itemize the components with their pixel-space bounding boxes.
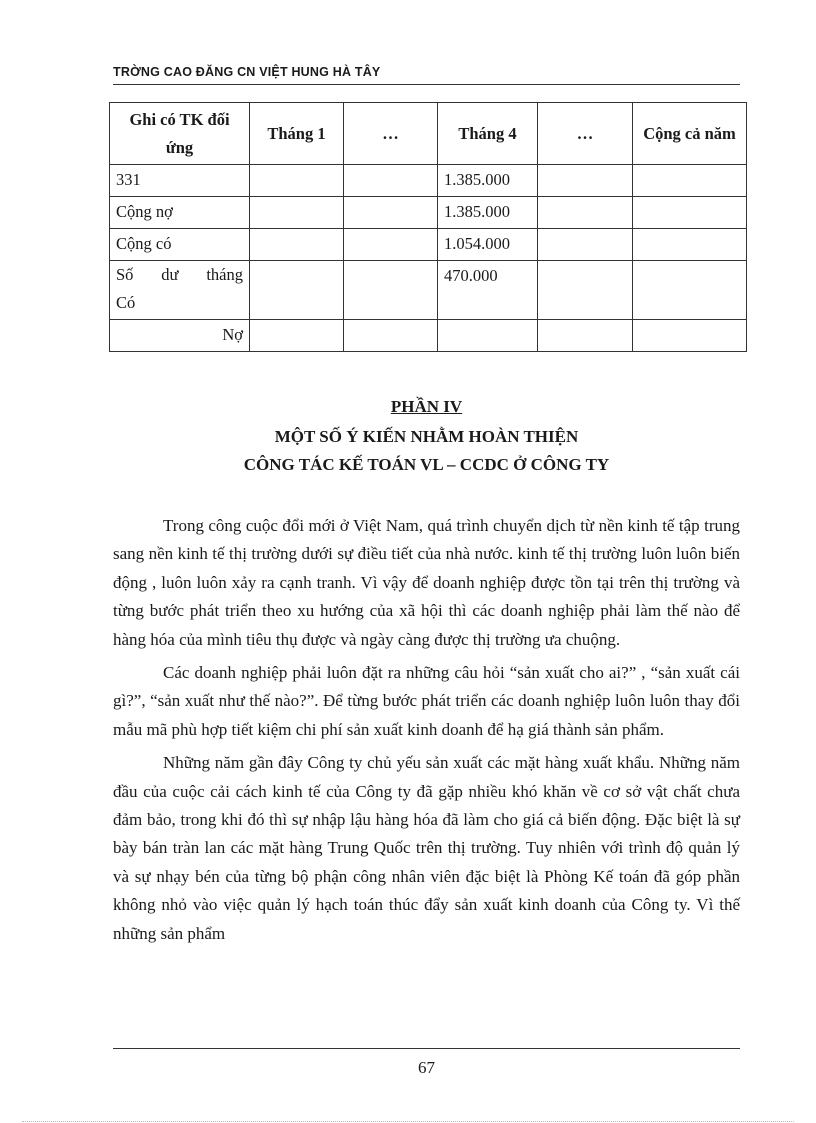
table-cell xyxy=(344,197,438,229)
section-title-line-1: MỘT SỐ Ý KIẾN NHẰM HOÀN THIỆN xyxy=(274,427,579,446)
table-cell xyxy=(633,229,747,261)
body-text xyxy=(113,512,740,953)
row-label: Cộng có xyxy=(110,229,250,261)
footer-divider xyxy=(113,1048,740,1049)
month-4-value: 1.385.000 xyxy=(438,197,538,229)
column-header-year-total: Cộng cả năm xyxy=(633,103,747,165)
running-header: TRỜNG CAO ĐĂNG CN VIỆT HUNG HÀ TÂY xyxy=(113,65,381,79)
table-cell xyxy=(633,320,747,352)
row-label-word: tháng xyxy=(206,265,243,284)
table-row xyxy=(110,197,747,229)
row-label: 331 xyxy=(110,165,250,197)
ledger-table xyxy=(109,102,747,352)
table-cell xyxy=(250,261,344,320)
table-cell xyxy=(633,165,747,197)
section-title-line-2: CÔNG TÁC KẾ TOÁN VL – CCDC Ở CÔNG TY xyxy=(243,455,610,474)
paragraph: Các doanh nghiệp phải luôn đặt ra những câu hỏi “sản xuất cho ai?” , “sản xuất cái gì?”, “sản xuất như thế nào?”. Để từng bước phát triển các doanh nghiệp luôn luôn thay đổi mẫu mã phù hợp tiết kiệm chi phí sản xuất kinh doanh để hạ giá thành sản phẩm. xyxy=(113,663,740,739)
part-heading: PHẦN IV xyxy=(390,397,463,416)
row-label: Cộng nợ xyxy=(110,197,250,229)
month-4-value: 1.385.000 xyxy=(438,165,538,197)
table-cell xyxy=(538,320,633,352)
table-cell xyxy=(344,261,438,320)
table-cell xyxy=(538,197,633,229)
month-4-value: 470.000 xyxy=(438,261,538,320)
row-label-line xyxy=(116,261,243,289)
column-header-ellipsis: … xyxy=(538,103,633,165)
column-header-month-4: Tháng 4 xyxy=(438,103,538,165)
table-row xyxy=(110,165,747,197)
month-4-value xyxy=(438,320,538,352)
row-label-word: dư xyxy=(161,265,179,284)
table-cell xyxy=(633,197,747,229)
page-number: 67 xyxy=(418,1058,435,1077)
header-divider xyxy=(113,84,740,85)
row-label-word: Số xyxy=(116,265,134,284)
paragraph: Những năm gần đây Công ty chủ yếu sản xuất các mặt hàng xuất khẩu. Những năm đầu của cuộc cải cách kinh tế của Công ty đã gặp nhiều khó khăn về cơ sở vật chất chưa đảm bảo, trong khi đó thì sự nhập lậu hàng hóa đã làm cho giá cả biến động. Đặc biệt là sự bày bán tràn lan các mặt hàng Trung Quốc trên thị trường. Tuy nhiên với trình độ quản lý và sự nhạy bén của từng bộ phận công nhân viên đặc biệt là Phòng Kế toán đã góp phần không nhỏ vào việc quản lý hạch toán thúc đẩy sản xuất kinh doanh của Công ty. Vì thế những sản phẩm xyxy=(113,753,740,943)
table-cell xyxy=(538,261,633,320)
month-4-value: 1.054.000 xyxy=(438,229,538,261)
table-header-row xyxy=(110,103,747,165)
column-header-account: Ghi có TK đối ứng xyxy=(110,103,250,165)
table-cell xyxy=(250,165,344,197)
table-cell xyxy=(633,261,747,320)
table-cell xyxy=(344,320,438,352)
table-cell xyxy=(250,320,344,352)
table-cell xyxy=(250,197,344,229)
row-label-line: Có xyxy=(116,293,136,312)
column-header-ellipsis: … xyxy=(344,103,438,165)
table-row xyxy=(110,229,747,261)
paragraph: Trong công cuộc đổi mới ở Việt Nam, quá trình chuyển dịch từ nền kinh tế tập trung sang nền kinh tế thị trường dưới sự điều tiết của nhà nước. kinh tế thị trường luôn luôn biến động , luôn luôn xảy ra cạnh tranh. Vì vậy để doanh nghiệp được tồn tại trên thị trường và từng bước phát triển theo xu hướng của xã hội thì các doanh nghiệp phải làm thế nào để hàng hóa của mình tiêu thụ được và ngày càng được thị trường ưa chuộng. xyxy=(113,516,740,649)
page-edge-line xyxy=(22,1121,794,1122)
table-row xyxy=(110,261,747,320)
table-cell xyxy=(538,165,633,197)
table-cell xyxy=(250,229,344,261)
table-cell xyxy=(344,229,438,261)
column-header-month-1: Tháng 1 xyxy=(250,103,344,165)
row-label: Nợ xyxy=(110,320,250,352)
table-cell xyxy=(538,229,633,261)
table-row xyxy=(110,320,747,352)
row-label xyxy=(110,261,250,320)
table-cell xyxy=(344,165,438,197)
